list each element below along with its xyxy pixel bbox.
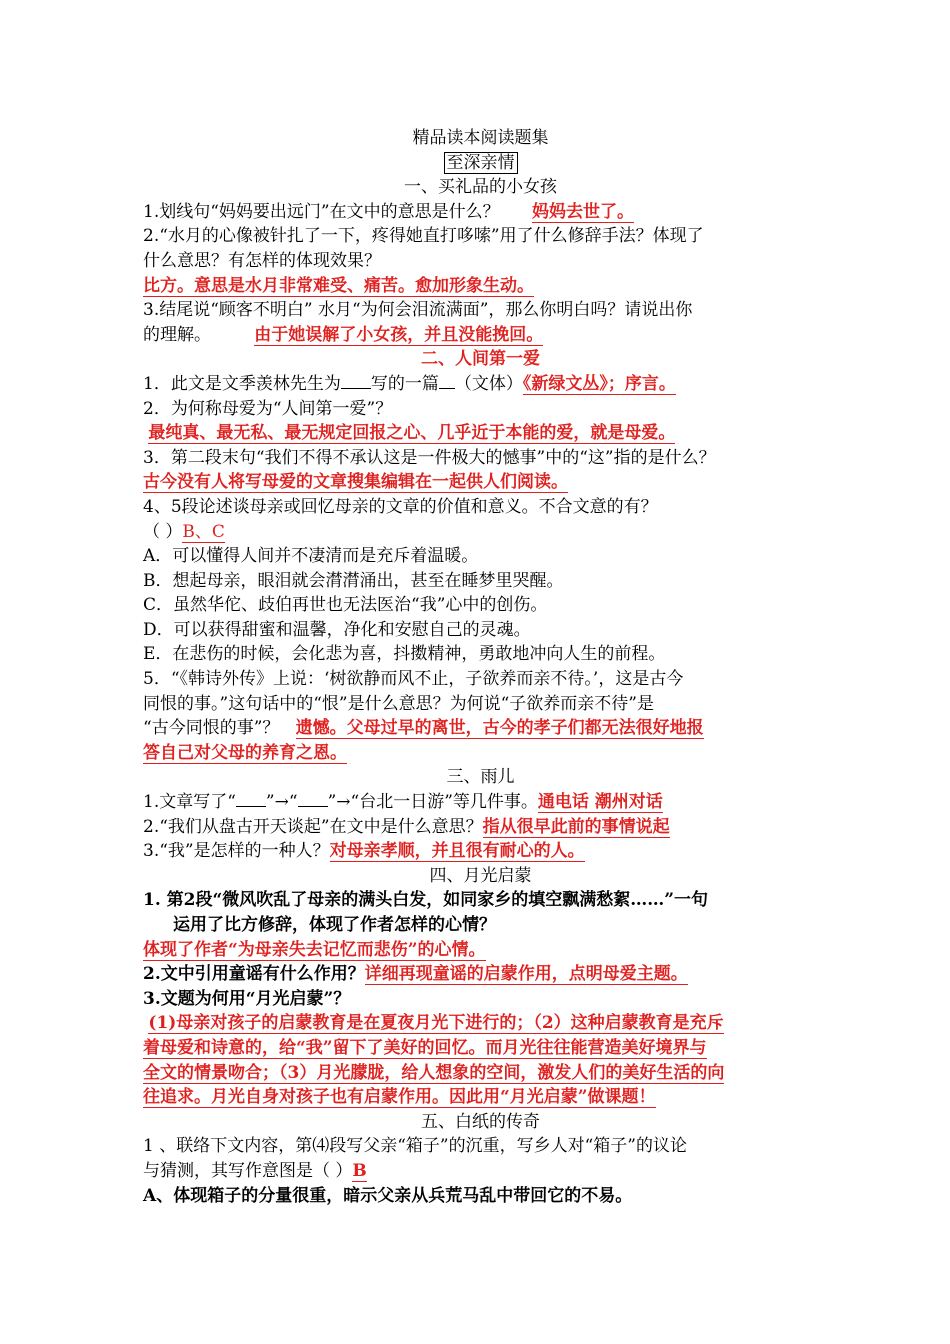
fill-blank bbox=[298, 790, 328, 807]
answer-2-4: B、C bbox=[182, 521, 225, 542]
section-heading-5: 五、白纸的传奇 bbox=[421, 1111, 540, 1132]
question-3-3 bbox=[143, 839, 818, 864]
question-1-2b: 什么意思？有怎样的体现效果？ bbox=[143, 250, 381, 271]
question-2-1 bbox=[143, 372, 818, 397]
answer-3-2: 指从很早此前的事情说起 bbox=[482, 816, 670, 837]
answer-4-3-line-3: 全文的情景吻合；（3）月光朦胧，给人想象的空间，激发人们的美好生活的向 bbox=[143, 1062, 725, 1083]
document-title: 精品读本阅读题集 bbox=[412, 128, 549, 148]
document-subtitle bbox=[143, 151, 818, 176]
answer-2-2: 最纯真、最无私、最无规定回报之心、几乎近于本能的爱，就是母爱。 bbox=[148, 423, 676, 444]
question-4-1a: 1. 第2段“微风吹乱了母亲的满头白发，如同家乡的填空飘满愁絮……”一句 bbox=[143, 890, 709, 911]
question-text: 写的一篇 bbox=[370, 373, 439, 394]
question-4-3: 3.文题为何用“月光启蒙”？ bbox=[143, 988, 351, 1009]
section-heading-3: 三、雨儿 bbox=[446, 767, 515, 788]
answer-1-1: 妈妈去世了。 bbox=[532, 201, 635, 222]
question-text: 与猜测，其写作意图是（ ） bbox=[143, 1160, 353, 1181]
question-text: ”→“台北一日游”等几件事。 bbox=[327, 792, 538, 813]
question-text: 1.文章写了“ bbox=[143, 792, 236, 813]
answer-2-3: 古今没有人将写母爱的文章搜集编辑在一起供人们阅读。 bbox=[143, 472, 568, 493]
answer-4-3-line-2: 着母爱和诗意的，给“我”留下了美好的回忆。而月光往往能营造美好境界与 bbox=[143, 1037, 707, 1058]
question-5-1a: 1 、联络下文内容，第⑷段写父亲“箱子”的沉重，写乡人对“箱子”的议论 bbox=[143, 1136, 687, 1157]
fill-blank bbox=[236, 790, 266, 807]
document-page bbox=[143, 126, 818, 1208]
option-c: C．虽然华佗、歧伯再世也无法医治“我”心中的创伤。 bbox=[143, 595, 548, 616]
question-1-3b bbox=[143, 323, 818, 348]
question-text: （文体） bbox=[454, 373, 523, 394]
question-5-1b bbox=[143, 1159, 818, 1184]
question-2-2: 2．为何称母爱为“人间第一爱”？ bbox=[143, 398, 393, 419]
question-1-2a: 2.“水月的心像被针扎了一下，疼得她直打哆嗦”用了什么修辞手法？体现了 bbox=[143, 226, 704, 247]
question-2-3: 3．第二段末句“我们不得不承认这是一件极大的憾事”中的“这”指的是什么？ bbox=[143, 447, 716, 468]
question-text: ”→“ bbox=[265, 792, 298, 813]
question-text: “古今同恨的事”？ bbox=[143, 718, 280, 739]
fill-blank bbox=[341, 372, 371, 389]
answer-4-2: 详细再现童谣的启蒙作用，点明母爱主题。 bbox=[364, 964, 688, 985]
question-2-5a: 5．“《韩诗外传》上说：‘树欲静而风不止，子欲养而亲不待。’，这是古今 bbox=[143, 669, 684, 690]
question-2-5b: 同恨的事。”这句话中的“恨”是什么意思？为何说“子欲养而亲不待”是 bbox=[143, 693, 654, 714]
question-text: 2.“我们从盘古开天谈起”在文中是什么意思？ bbox=[143, 816, 483, 837]
question-1-1 bbox=[143, 200, 818, 225]
answer-3-1: 通电话 潮州对话 bbox=[537, 792, 663, 813]
question-4-1b: 运用了比方修辞，体现了作者怎样的心情？ bbox=[173, 915, 496, 935]
answer-4-3-line-1: (1)母亲对孩子的启蒙教育是在夏夜月光下进行的；（2）这种启蒙教育是充斥 bbox=[148, 1013, 724, 1034]
section-heading-4: 四、月光启蒙 bbox=[429, 865, 532, 886]
question-3-1 bbox=[143, 790, 818, 815]
answer-4-1: 体现了作者“为母亲失去记忆而悲伤”的心情。 bbox=[143, 939, 486, 960]
answer-1-2: 比方。意思是水月非常难受、痛苦。愈加形象生动。 bbox=[143, 275, 534, 296]
answer-5-1: B bbox=[352, 1160, 367, 1181]
question-text: 1．此文是文季羡林先生为 bbox=[143, 373, 341, 394]
section-heading-2: 二、人间第一爱 bbox=[421, 349, 540, 370]
option-d: D．可以获得甜蜜和温馨，净化和安慰自己的灵魂。 bbox=[143, 619, 531, 640]
question-3-2 bbox=[143, 815, 818, 840]
section-heading-1: 一、买礼品的小女孩 bbox=[404, 177, 557, 198]
question-text: 2.文中引用童谣有什么作用？ bbox=[143, 964, 365, 985]
option-a: A．可以懂得人间并不凄清而是充斥着温暖。 bbox=[143, 546, 479, 567]
option-5-a: A、体现箱子的分量很重，暗示父亲从兵荒马乱中带回它的不易。 bbox=[143, 1185, 633, 1206]
answer-parens: （ ） bbox=[143, 521, 183, 542]
fill-blank bbox=[439, 372, 455, 389]
answer-2-5a: 遗憾。父母过早的离世，古今的孝子们都无法很好地报 bbox=[295, 718, 704, 739]
question-text: 3.“我”是怎样的一种人？ bbox=[143, 841, 330, 862]
question-4-2 bbox=[143, 962, 818, 987]
question-2-5c bbox=[143, 716, 818, 741]
answer-2-5b: 答自己对父母的养育之恩。 bbox=[143, 742, 347, 763]
answer-2-1: 《新绿文丛》；序言。 bbox=[522, 373, 676, 394]
question-1-3a: 3.结尾说“顾客不明白” 水月“为何会泪流满面”，那么你明白吗？请说出你 bbox=[143, 300, 693, 321]
subtitle-box: 至深亲情 bbox=[444, 152, 518, 174]
answer-1-3: 由于她误解了小女孩，并且没能挽回。 bbox=[254, 324, 544, 345]
option-b: B．想起母亲，眼泪就会潸潸涌出，甚至在睡梦里哭醒。 bbox=[143, 570, 564, 591]
answer-4-3-line-4: 往追求。月光自身对孩子也有启蒙作用。因此用“月光启蒙”做课题！ bbox=[143, 1087, 656, 1108]
answer-3-3: 对母亲孝顺，并且很有耐心的人。 bbox=[329, 841, 585, 862]
question-2-4: 4、5段论述谈母亲或回忆母亲的文章的价值和意义。不合文意的有？ bbox=[143, 496, 658, 517]
question-text: 的理解。 bbox=[143, 324, 211, 345]
question-text: 1.划线句“妈妈要出远门”在文中的意思是什么？ bbox=[143, 201, 500, 222]
option-e: E．在悲伤的时候，会化悲为喜，抖擞精神，勇敢地冲向人生的前程。 bbox=[143, 644, 666, 665]
